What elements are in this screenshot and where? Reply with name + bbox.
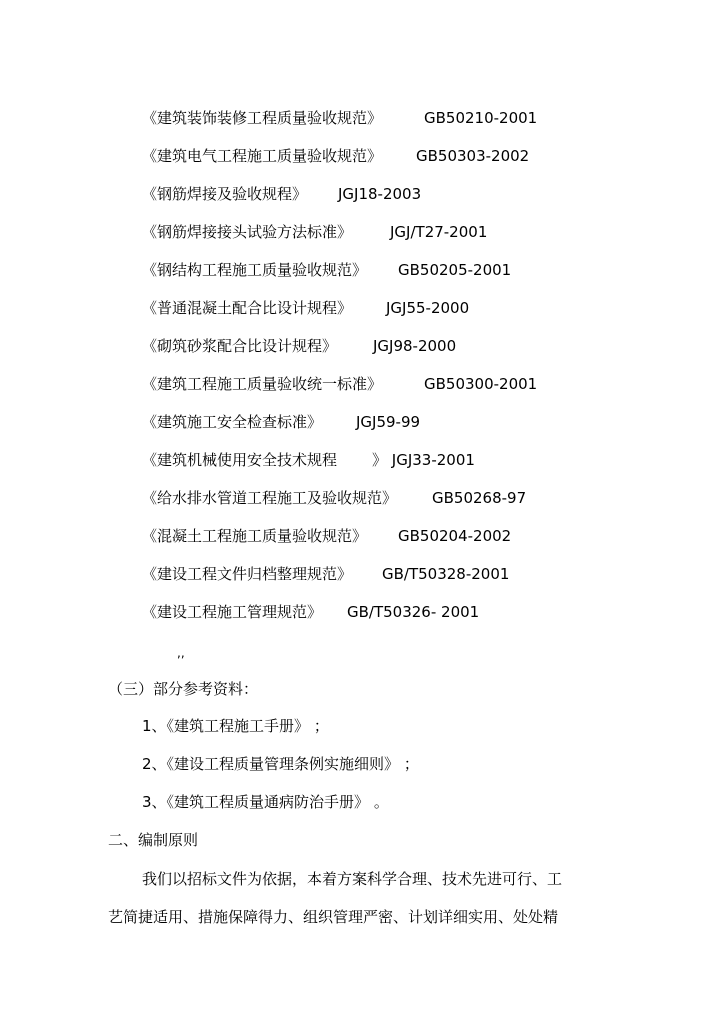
principle-paragraph-line: 我们以招标文件为依据，本着方案科学合理、技术先进可行、工	[142, 870, 563, 888]
standard-code: GB50204-2002	[398, 527, 512, 545]
standard-title: 《建筑电气工程施工质量验收规范》	[142, 147, 383, 165]
standard-code: GB/T50326- 2001	[347, 603, 480, 621]
standard-title: 《钢结构工程施工质量验收规范》	[142, 261, 368, 279]
standard-code: GB50210-2001	[424, 109, 538, 127]
standard-code: GB50268-97	[432, 489, 527, 507]
standard-title: 《建筑装饰装修工程质量验收规范》	[142, 109, 383, 127]
standard-code: 》 JGJ33-2001	[372, 451, 475, 469]
standard-title: 《给水排水管道工程施工及验收规范》	[142, 489, 398, 507]
standard-code: JGJ18-2003	[338, 185, 422, 203]
standard-title: 《砌筑砂浆配合比设计规程》	[142, 337, 338, 355]
standard-code: GB50205-2001	[398, 261, 512, 279]
standard-code: GB50300-2001	[424, 375, 538, 393]
standard-title: 《普通混凝土配合比设计规程》	[142, 299, 353, 317]
standard-code: JGJ59-99	[356, 413, 421, 431]
reference-item: 1、《建筑工程施工手册》 ；	[142, 717, 329, 735]
reference-item: 2、《建设工程质量管理条例实施细则》 ；	[142, 755, 419, 773]
standard-code: GB/T50328-2001	[382, 565, 510, 583]
standard-title: 《钢筋焊接接头试验方法标准》	[142, 223, 353, 241]
standard-title: 《建筑工程施工质量验收统一标准》	[142, 375, 383, 393]
standard-code: JGJ98-2000	[373, 337, 457, 355]
section-two-heading: 二、编制原则	[108, 831, 199, 849]
standard-title: 《混凝土工程施工质量验收规范》	[142, 527, 368, 545]
section-three-heading: （三）部分参考资料：	[108, 680, 259, 698]
standard-title: 《建筑施工安全检查标准》	[142, 413, 323, 431]
standard-title: 《建设工程施工管理规范》	[142, 603, 323, 621]
standard-code: JGJ/T27-2001	[390, 223, 488, 241]
reference-item: 3、《建筑工程质量通病防治手册》 。	[142, 793, 389, 811]
standard-title: 《钢筋焊接及验收规程》	[142, 185, 308, 203]
standard-code: GB50303-2002	[416, 147, 530, 165]
stray-mark: ,,	[177, 646, 185, 660]
principle-paragraph-line: 艺简捷适用、措施保障得力、组织管理严密、计划详细实用、处处精	[108, 908, 559, 926]
standard-title: 《建设工程文件归档整理规范》	[142, 565, 353, 583]
standard-title: 《建筑机械使用安全技术规程	[142, 451, 338, 469]
standard-code: JGJ55-2000	[386, 299, 470, 317]
